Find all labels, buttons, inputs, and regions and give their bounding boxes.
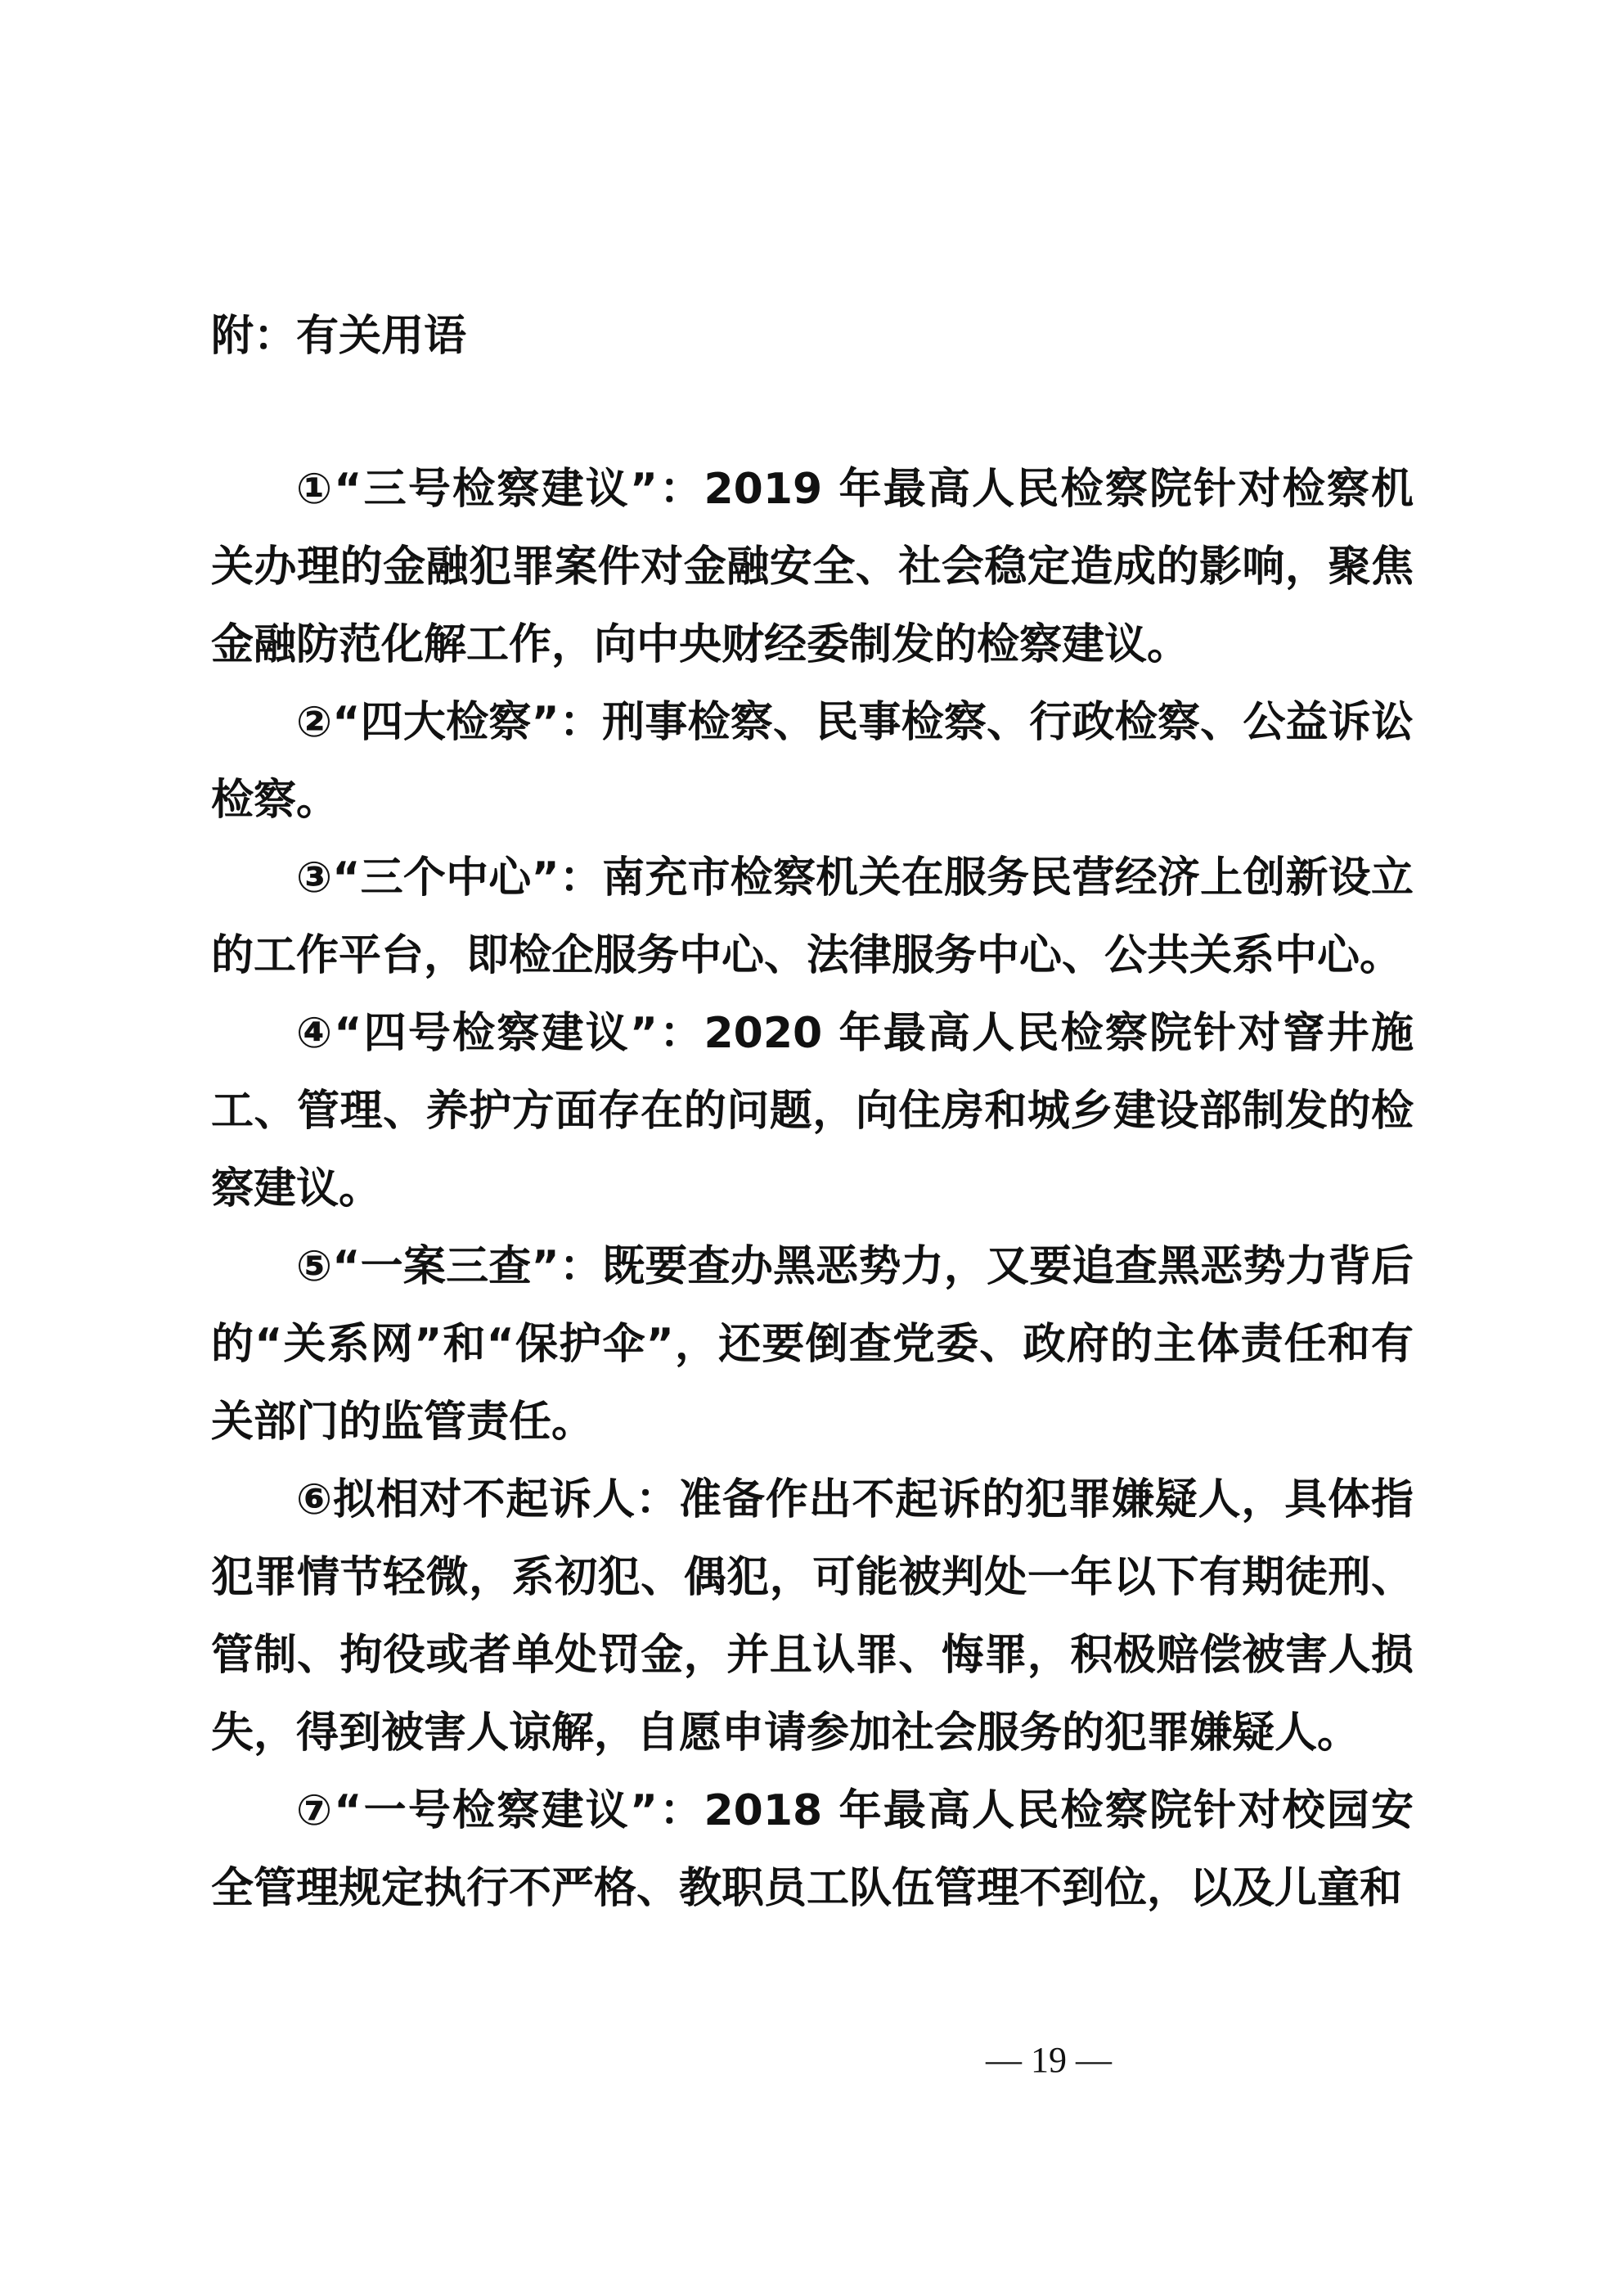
term-entry-1: ①“三号检察建议”：2019 年最高人民检察院针对检察机关办理的金融犯罪案件对金融安全、社会稳定造成的影响，聚焦金融防范化解工作，向中央财经委制发的检察建议。 [211, 465, 1414, 669]
page-number: — 19 — [986, 2040, 1112, 2080]
term-entry-7: ⑦“一号检察建议”：2018 年最高人民检察院针对校园安全管理规定执行不严格、教职员工队伍管理不到位，以及儿童和 [211, 1786, 1414, 1913]
appendix-heading: 附：有关用语 [211, 312, 467, 361]
term-entry-5: ⑤“一案三查”：既要查办黑恶势力，又要追查黑恶势力背后的“关系网”和“保护伞”，还要倒查党委、政府的主体责任和有关部门的监管责任。 [211, 1242, 1414, 1447]
term-entry-6: ⑥拟相对不起诉人：准备作出不起诉的犯罪嫌疑人，具体指犯罪情节轻微，系初犯、偶犯，可能被判处一年以下有期徒刑、管制、拘役或者单处罚金，并且认罪、悔罪，积极赔偿被害人损失，得到被害人谅解，自愿申请参加社会服务的犯罪嫌疑人。 [211, 1475, 1414, 1758]
term-entry-3: ③“三个中心”：南充市检察机关在服务民营经济上创新设立的工作平台，即检企服务中心、法律服务中心、公共关系中心。 [211, 853, 1414, 980]
terms-list [211, 451, 1414, 1928]
term-entry-4: ④“四号检察建议”：2020 年最高人民检察院针对窨井施工、管理、养护方面存在的问题，向住房和城乡建设部制发的检察建议。 [211, 1009, 1414, 1213]
term-entry-2: ②“四大检察”：刑事检察、民事检察、行政检察、公益诉讼检察。 [211, 698, 1414, 825]
